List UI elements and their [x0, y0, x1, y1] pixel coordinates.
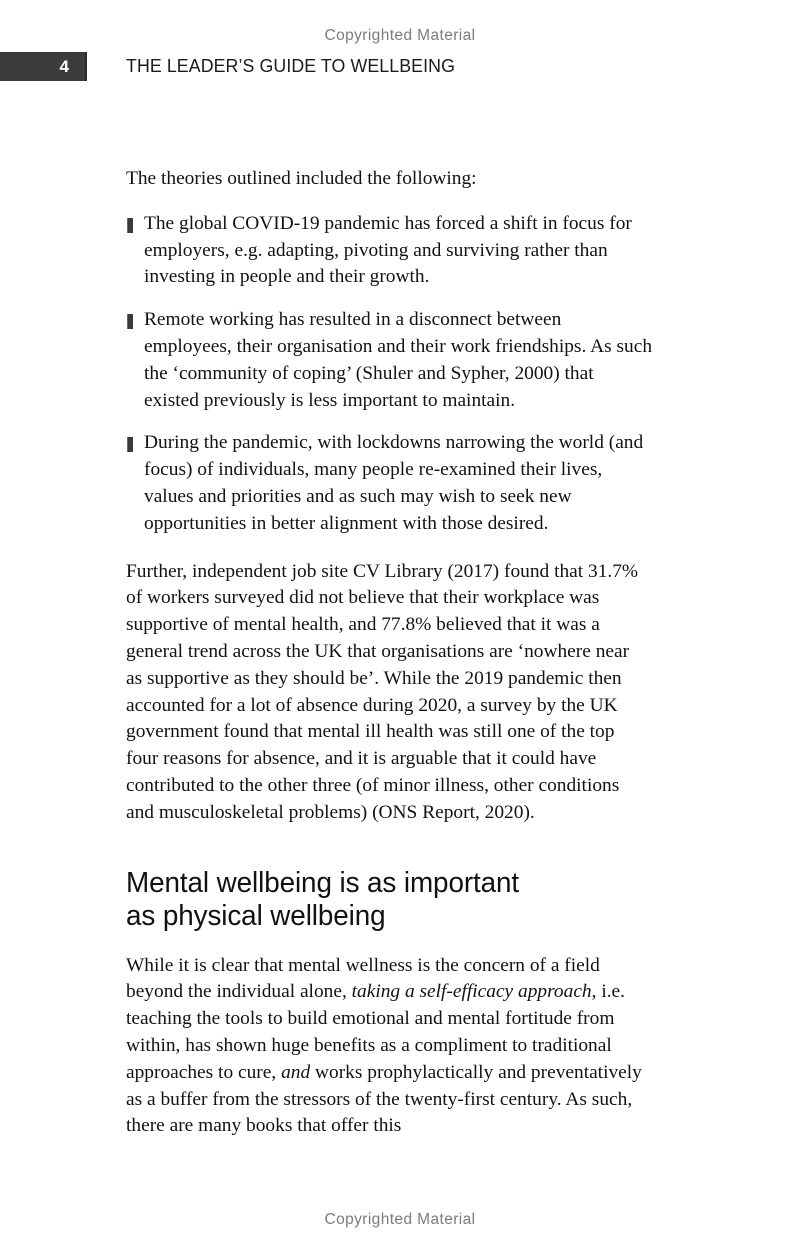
copyright-watermark-bottom: Copyrighted Material	[324, 1211, 476, 1228]
paragraph-final-italic1: taking a self-efficacy approach	[351, 981, 592, 1003]
bullet-marker-icon	[127, 437, 133, 452]
paragraph-further: Further, independent job site CV Library (2017) found that 31.7% of workers surveyed did not believe that their workplace was supportive of mental health, and 77.8% believed that it was a general trend across the UK that organisations are ‘nowhere near as supportive as they should be’. While the 2019 pandemic then accounted for a lot of absence during 2020, a survey by the UK government found that mental ill health was still one of the top four reasons for absence, and it is arguable that it could have contributed to the other three (of minor illness, other conditions and musculoskeletal problems) (ONS Report, 2020).	[126, 560, 639, 823]
section-heading: Mental wellbeing is as important as physical wellbeing	[126, 866, 520, 932]
page-number: 4	[59, 57, 69, 76]
page-content	[126, 166, 652, 1140]
running-head-title: THE LEADER’S GUIDE TO WELLBEING	[126, 55, 455, 76]
paragraph-final-italic2: and	[281, 1061, 311, 1083]
paragraph-final-part3: works prophylactically and preventatively as a buffer from the stressors of the twenty-first century. As such, there are many books that offer this	[126, 1061, 642, 1137]
list-item	[126, 430, 652, 537]
page-number-block	[0, 52, 87, 81]
list-item	[126, 211, 652, 291]
bullet-list	[126, 211, 652, 538]
intro-paragraph: The theories outlined included the following:	[126, 168, 477, 189]
paragraph-final	[126, 953, 654, 1141]
list-item-text: Remote working has resulted in a disconnect between employees, their organisation and their work friendships. As such the ‘community of coping’ (Shuler and Sypher, 2000) that existed previously is less important to maintain.	[144, 309, 653, 411]
paragraph-final-part2: , i.e. teaching the tools to build emotional and mental fortitude from within, has shown huge benefits as a compliment to traditional approaches to cure,	[126, 981, 626, 1083]
paragraph-final-part1: While it is clear that mental wellness is the concern of a field beyond the individual alone,	[126, 954, 600, 1003]
list-item-text: The global COVID-19 pandemic has forced a shift in focus for employers, e.g. adapting, pivoting and surviving rather than investing in people and their growth.	[144, 212, 632, 288]
list-item-text: During the pandemic, with lockdowns narrowing the world (and focus) of individuals, many people re-examined their lives, values and priorities and as such may wish to seek new opportunities in better alignment with those desired.	[144, 432, 644, 534]
bullet-marker-icon	[127, 218, 133, 233]
list-item	[126, 307, 652, 414]
bullet-marker-icon	[127, 314, 133, 329]
copyright-watermark-top: Copyrighted Material	[324, 27, 476, 44]
